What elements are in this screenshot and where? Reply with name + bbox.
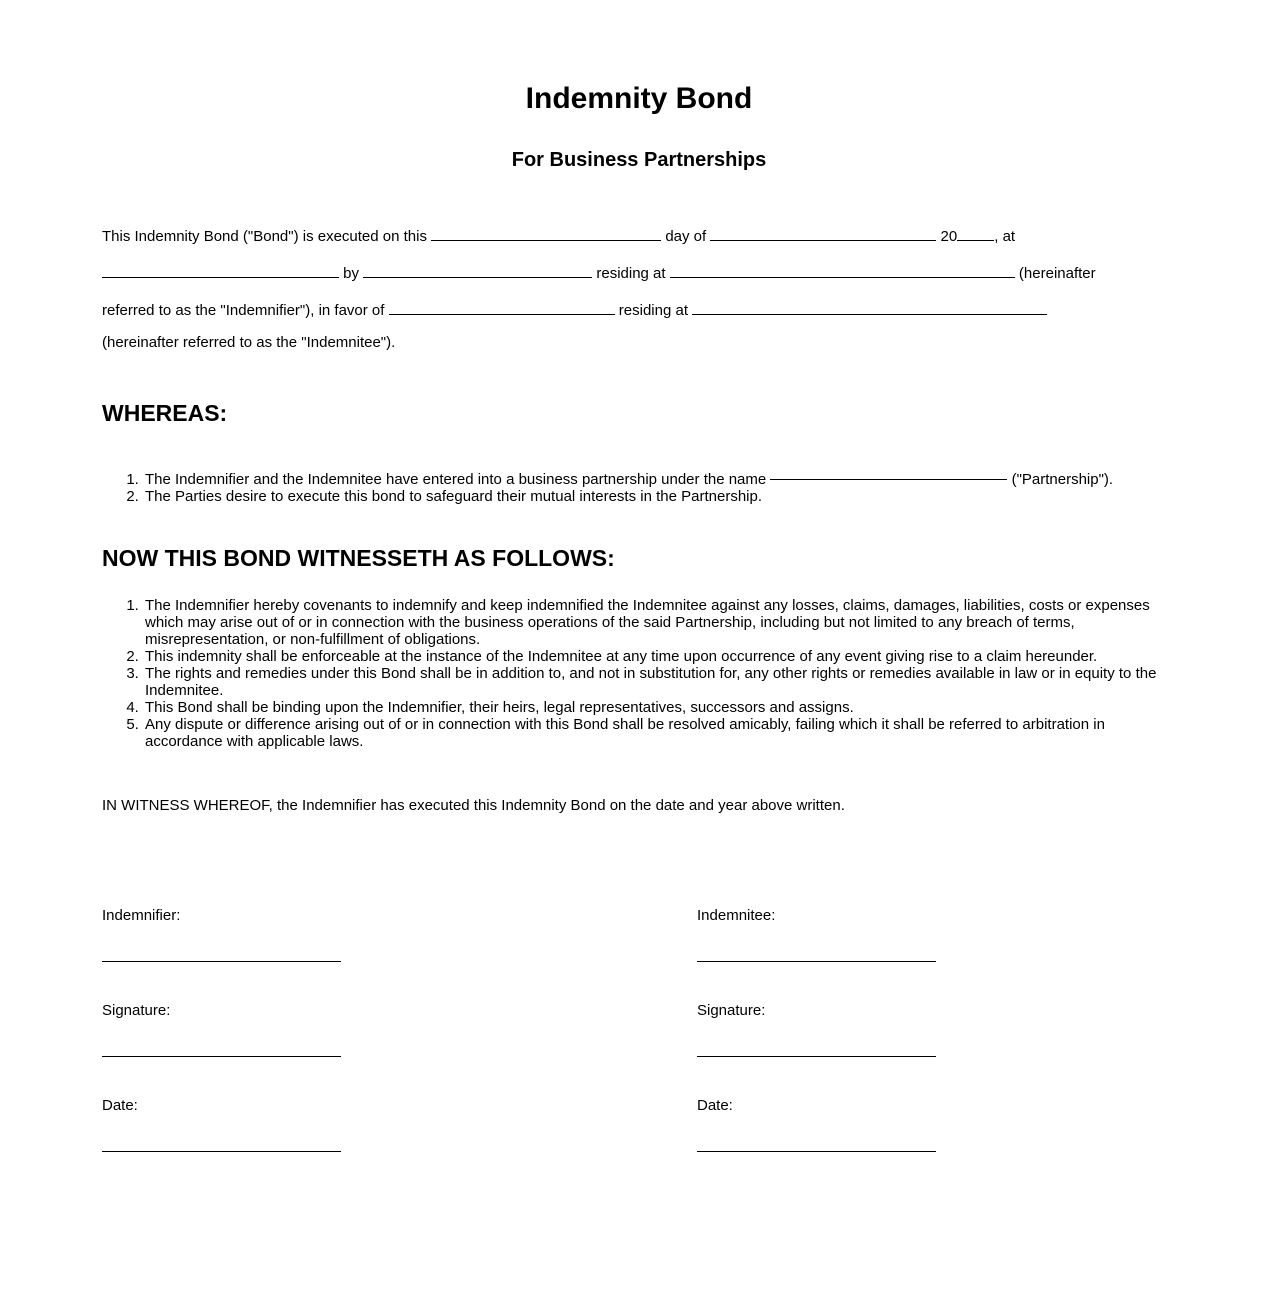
blank-indemnitee-name xyxy=(389,312,615,315)
indemnifier-signature-label: Signature: xyxy=(102,1002,171,1019)
indemnitee-date-line xyxy=(697,1151,936,1152)
whereas-item-2: 2. The Parties desire to execute this bond to safeguard their mutual interests in the Partnership. xyxy=(143,488,1176,505)
blank-execution-year xyxy=(957,238,994,241)
blank-execution-month xyxy=(710,238,936,241)
indemnitee-date-label: Date: xyxy=(697,1097,733,1114)
indemnifier-signature-line xyxy=(102,1056,341,1057)
witnesseth-heading: NOW THIS BOND WITNESSETH AS FOLLOWS: xyxy=(102,545,615,571)
whereas-item-1-suffix: ("Partnership"). xyxy=(1011,471,1114,488)
signature-block xyxy=(102,907,1176,1152)
blank-execution-day xyxy=(431,238,661,241)
intro-text-year-prefix: 20 xyxy=(940,228,958,245)
indemnitee-name-line xyxy=(697,961,936,962)
indemnitee-signature-column xyxy=(697,907,1097,1152)
whereas-list xyxy=(102,471,1176,505)
document-title: Indemnity Bond xyxy=(525,82,753,115)
witnesseth-item-2: 2. This indemnity shall be enforceable at the instance of the Indemnitee at any time upon occurrence of any event giving rise to a claim hereunder. xyxy=(143,648,1176,665)
witnesseth-item-5: 5. Any dispute or difference arising out of or in connection with this Bond shall be resolved amicably, failing which it shall be referred to arbitration in accordance with applicable laws. xyxy=(143,716,1176,750)
blank-execution-place xyxy=(102,275,339,278)
indemnifier-party-label: Indemnifier: xyxy=(102,907,181,924)
witnesseth-item-3: 3. The rights and remedies under this Bond shall be in addition to, and not in substitution for, any other rights or remedies available in law or in equity to the Indemnitee. xyxy=(143,665,1176,699)
whereas-item-1-text: The Indemnifier and the Indemnitee have entered into a business partnership under the name xyxy=(145,471,767,488)
indemnifier-date-line xyxy=(102,1151,341,1152)
intro-paragraph xyxy=(102,218,1176,356)
witness-clause: IN WITNESS WHEREOF, the Indemnifier has executed this Indemnity Bond on the date and year above written. xyxy=(102,797,845,814)
blank-indemnitee-address xyxy=(692,312,1047,315)
intro-text-comma-at: , at xyxy=(994,228,1016,245)
whereas-item-1 xyxy=(143,471,1176,488)
intro-text-day-of: day of xyxy=(665,228,707,245)
intro-line-2 xyxy=(102,255,1176,292)
indemnifier-signature-column xyxy=(102,907,697,1152)
blank-indemnifier-address xyxy=(670,275,1015,278)
intro-text-by: by xyxy=(343,265,360,282)
intro-text-referred-indemnifier: referred to as the "Indemnifier"), in favor of xyxy=(102,302,385,319)
whereas-heading: WHEREAS: xyxy=(102,400,228,426)
intro-text-hereinafter-2: (hereinafter referred to as the "Indemnitee"). xyxy=(102,334,396,351)
intro-line-4 xyxy=(102,329,1176,356)
blank-indemnifier-name xyxy=(363,275,592,278)
intro-text-residing-at-2: residing at xyxy=(618,302,689,319)
intro-text-executed-on: This Indemnity Bond ("Bond") is executed on this xyxy=(102,228,427,245)
intro-line-3 xyxy=(102,292,1176,329)
indemnitee-signature-label: Signature: xyxy=(697,1002,766,1019)
witnesseth-list xyxy=(102,597,1176,750)
blank-partnership-name xyxy=(770,479,1007,480)
intro-line-1 xyxy=(102,218,1176,255)
indemnifier-date-label: Date: xyxy=(102,1097,138,1114)
intro-text-hereinafter-1: (hereinafter xyxy=(1018,265,1096,282)
intro-text-residing-at-1: residing at xyxy=(596,265,666,282)
indemnifier-name-line xyxy=(102,961,341,962)
indemnitee-party-label: Indemnitee: xyxy=(697,907,776,924)
witnesseth-item-4: 4. This Bond shall be binding upon the Indemnifier, their heirs, legal representatives, successors and assigns. xyxy=(143,699,1176,716)
witnesseth-item-1: 1. The Indemnifier hereby covenants to indemnify and keep indemnified the Indemnitee against any losses, claims, damages, liabilities, costs or expenses which may arise out of or in connection with the business operations of the said Partnership, including but not limited to any breach of terms, misrepresentation, or non-fulfillment of obligations. xyxy=(143,597,1176,648)
document-subtitle: For Business Partnerships xyxy=(511,149,767,171)
indemnitee-signature-line xyxy=(697,1056,936,1057)
